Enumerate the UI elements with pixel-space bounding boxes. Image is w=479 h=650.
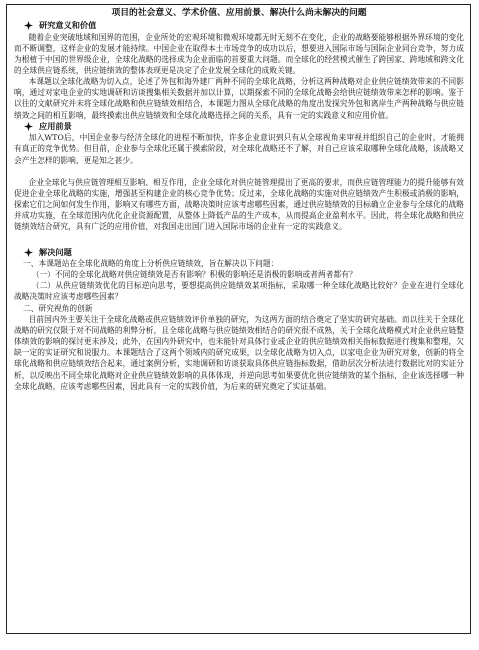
page-title: 项目的社会意义、学术价值、应用前景、解决什么尚未解决的问题 bbox=[111, 8, 367, 18]
document-page bbox=[6, 4, 471, 634]
blank-line bbox=[14, 233, 464, 247]
section-heading-prospects bbox=[24, 121, 464, 133]
diamond-bullet-icon bbox=[24, 248, 33, 257]
paragraph: 二、研究视角的创新 bbox=[23, 303, 93, 313]
blank-line bbox=[14, 166, 464, 177]
paragraph: 目前国内外主要关注于全球化战略或供应链绩效评价单独的研究，为这两方面的结合奠定了坚实的研究基础。而以往关于全球化战略的研究仅限于对不同战略的利弊分析，且全球化战略与供应链绩效相结合的研究很不成熟，关于全球化战略模式对企业供应链整体绩效的影响的探讨更未涉及；此外，在国内外研究中，也未能针对具体行业或企业的供应链绩效相关指标数据进行搜集和整理，欠缺一定的实证研究和说服力。本课题结合了这两个领域内的研究成果，以全球化战略为切入点，以家电企业为研究对象，创新的将全球化战略和供应链绩效结合起来，通过案例分析，实地调研和访谈获取具体供应链指标数据，借助层次分析法进行数据比对的实证分析，以反映出不同全球化战略对企业供应链绩效影响的具体体现，并逆向思考如果要优化供应链绩效的某个指标，企业该选择哪一种全球化战略，应该考虑哪些因素，因此具有一定的实践价值，为后来的研究奠定了实证基础。 bbox=[14, 314, 464, 391]
section-heading-text: 解决问题 bbox=[39, 246, 72, 257]
diamond-bullet-icon bbox=[24, 21, 33, 30]
paragraph: 本课题以全球化战略为切入点，论述了外包和海外建厂两种不同的全球化战略，分析这两种战略对企业供应链绩效带来的不同影响，通过对家电企业的实地调研和访谈搜集相关数据并加以计算，以期探索不同的全球化战略会给供应链绩效带来怎样的影响。鉴于以往的文献研究并未将全球化战略和供应链绩效相结合，本课题力图从全球化战略的角度出发探究外包和离岸生产两种战略与供应链绩效之间的相互影响，最终摸索出供应链绩效和全球化战略选择之间的关系，具有一定的实践意义和应用价值。 bbox=[14, 77, 464, 120]
paragraph: 企业全球化与供应链管理相互影响、相互作用，企业全球化对供应链管理提出了更高的要求，而供应链管理能力的提升能够有效促进企业全球化战略的实施，增强甚至构建企业的核心竞争优势；反过来，全球化战略的实施对供应链绩效产生积极或消极的影响，探索它们之间如何发生作用，影响又有哪些方面，战略决策时应该考虑哪些因素，通过供应链绩效的目标确立企业参与全球化的战略并成功实施，在全球范围内优化企业资源配置，从整体上降低产品的生产成本，从而提高企业盈利水平。因此，将全球化战略和供应链绩效结合研究，具有广泛的应用价值，对我国走出国门进入国际市场的企业有一定的实践意义。 bbox=[14, 177, 464, 232]
section-heading-significance bbox=[24, 20, 464, 32]
paragraph: 随着企业突破地域和国界的范围，企业所处的宏观环境和微观环境都无时无刻不在变化，企业的战略要能够根据外界环境的变化而不断调整，这样企业的发展才能持续。中国企业在取得本土市场竞争的成功以后，想要进入国际市场与国际企业同台竞争，努力成为根植于中国的世界级企业，全球化战略的选择成为企业面临的首要重大问题。而全球化的经营模式催生了跨国家、跨地域和跨文化的全球供应链系统，供应链绩效的整体表现更是决定了企业发展全球化的成败关键。 bbox=[14, 32, 464, 75]
section-heading-text: 应用前景 bbox=[39, 120, 72, 131]
paragraph: 一、本课题站在全球化战略的角度上分析供应链绩效，旨在解决以下问题： bbox=[23, 259, 279, 268]
section-heading-text: 研究意义和价值 bbox=[39, 20, 97, 30]
diamond-bullet-icon bbox=[24, 122, 33, 131]
paragraph: （二）从供应链绩效优化的目标逆向思考，要想提高供应链绩效某项指标，采取哪一种全球化战略比较好？企业在进行全球化战略决策时应该考虑哪些因素？ bbox=[14, 281, 464, 302]
section-heading-problems bbox=[24, 247, 464, 259]
paragraph: 加入WTO后，中国企业参与经济全球化的进程不断加快，许多企业意识到只有从全球视角来审视并组织自己的企业时，才能拥有真正的竞争优势。但目前，企业参与全球化还属于摸索阶段，对全球化战略还不了解，对自己应该采取哪种全球化战略，该战略又会产生怎样的影响，更是知之甚少。 bbox=[14, 133, 464, 165]
paragraph: （一）不同的全球化战略对供应链绩效是否有影响？积极的影响还是消极的影响或者两者都有？ bbox=[31, 270, 357, 280]
